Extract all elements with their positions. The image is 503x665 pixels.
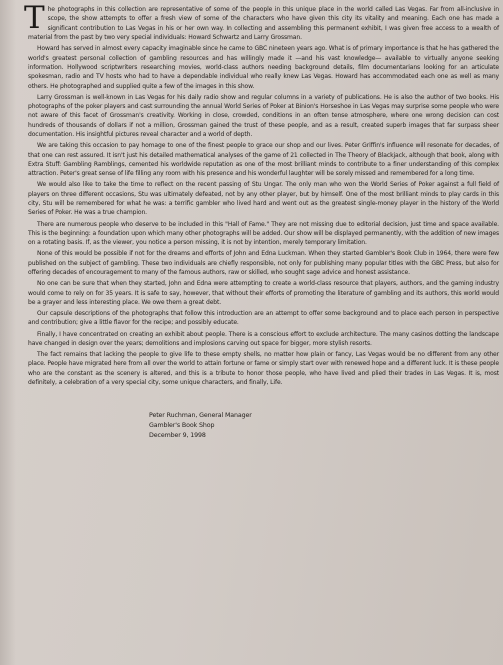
paragraph-debt: No one can be sure that when they started, John and Edna were attempting to create a world-class resource that players, authors, and the gaming industry would come to rely on for 35 years. It is safe to say, however, that without their efforts of promoting the literature of gambling and its authors, this world would be a grayer and less interesting place. We owe them a great debt. xyxy=(28,280,499,306)
paragraph-capsule: Our capsule descriptions of the photographs that follow this introduction are an attempt to offer some background and to place each person in perspective and contribution; give a little flavor for the recipe; and possibly educate. xyxy=(28,310,499,327)
paragraph-larry: Larry Grossman is well-known in Las Vegas for his daily radio show and regular columns in a variety of publications. He is also the author of two books. His photographs of the poker players and cast surrounding the annual World Series of Poker at Binion's Horseshoe in Las Vegas may surprise some people who were not aware of this facet of Grossman's creativity. Working in close, crowded, conditions in an often tense atmosphere, where one wrong decision can cost hundreds of thousands of dollars if not a million, Grossman gained the trust of these people, and as a result, created superb images that far surpass sheer documentation. His insightful pictures reveal character and a world of depth. xyxy=(28,93,499,139)
paragraph-intro-text: he photographs in this collection are representative of some of the people in this unique place in the world called Las Vegas. Far from all-inclusive in scope, the show attempts to offer a fresh view of some of the characters who have given this city its vitality and meaning. Each one has made a significant contribution to Las Vegas in his or her own way. In collecting and assembling this permanent exhibit, I was given free access to a wealth of material from the past by two very special individuals: Howard Schwartz and Larry Grossman. xyxy=(28,6,499,42)
signature-name: Peter Ruchman, General Manager xyxy=(149,412,252,420)
paragraph-architecture: Finally, I have concentrated on creating an exhibit about people. There is a conscious effort to exclude architecture. The many casinos dotting the landscape have changed in design over the years; demolitions and implosions carving out space for bigger, more stylish resorts. xyxy=(28,330,499,347)
paragraph-howard: Howard has served in almost every capacity imaginable since he came to GBC nineteen years ago. What is of primary importance is that he has gathered the world's greatest personal collection of gambling resources and has willingly made it —and his vast knowledge— available to virtually anyone seeking information. Hollywood scriptwriters researching movies, world-class authors needing background details, film documentarians looking for an articulate spokesman, radio and TV hosts who had to have a dependable individual who really knew Las Vegas. Howard has accommodated each one as well as many others. He photographed and supplied quite a few of the images in this show. xyxy=(28,45,499,90)
paragraph-hall-of-fame: There are numerous people who deserve to be included in this "Hall of Fame." They are not missing due to editorial decision, just time and space available. This is the beginning: a foundation upon which many other photographs will be added. Our show will be displayed permanently, with the addition of new images on a rotating basis. If, as the viewer, you notice a person missing, it is not by intention, merely temporary limitation. xyxy=(28,220,499,247)
paragraph-luckman: None of this would be possible if not for the dreams and efforts of John and Edna Luckman. When they started Gambler's Book Club in 1964, there were few published on the subject of gambling. These two individuals are chiefly responsible, not only for publishing many popular titles with the GBC Press, but also for offering decades of encouragement to many of the famous authors, raw or skilled, who sought sage advice and honest assistance. xyxy=(28,250,499,277)
paragraph-conclusion: The fact remains that lacking the people to give life to these empty shells, no matter how plain or fancy, Las Vegas would be no different from any other place. People have migrated here from all over the world to attain fortune or fame or simply start over with renewed hope and a different luck. It is these people who are the constant as the scenery is altered, and this is a tribute to honor those people, who have lived and plied their trades in Las Vegas. It is, most definitely, a celebration of a very special city, some unique characters, and finally, Life. xyxy=(28,351,499,387)
drop-cap: T xyxy=(24,0,45,36)
page-edge-shadow xyxy=(0,0,16,665)
signature-date: December 9, 1998 xyxy=(149,431,206,439)
paragraph-intro xyxy=(24,0,499,42)
paragraph-peter-griffin: We are taking this occasion to pay homage to one of the finest people to grace our shop and our lives. Peter Griffin's influence will resonate for decades, of that one can rest assured. It isn't just his detailed mathematical analyses of the game of 21 collected in The Theory of Blackjack, although that book, along with Extra Stuff: Gambling Ramblings, cemented his worldwide reputation as one of the most brilliant minds to contribute to a finer understanding of this complex attraction. Peter's great sense of life filling any room with his presence and his wonderful laughter will be sorely missed and remembered for a long time. xyxy=(28,142,499,178)
signature-organization: Gambler's Book Shop xyxy=(149,421,215,429)
paragraph-stu-ungar: We would also like to take the time to reflect on the recent passing of Stu Ungar. The only man who won the World Series of Poker against a full field of players on three different occasions, Stu was ultimately defeated, not by any other player, but by himself. One of the most brilliant minds to play cards in this city, Stu will be remembered for what he was: a terrific gambler who lived hard and went out as the greatest single-money player in the history of the World Series of Poker. He was a true champion. xyxy=(28,181,499,217)
signature-block xyxy=(149,411,499,440)
